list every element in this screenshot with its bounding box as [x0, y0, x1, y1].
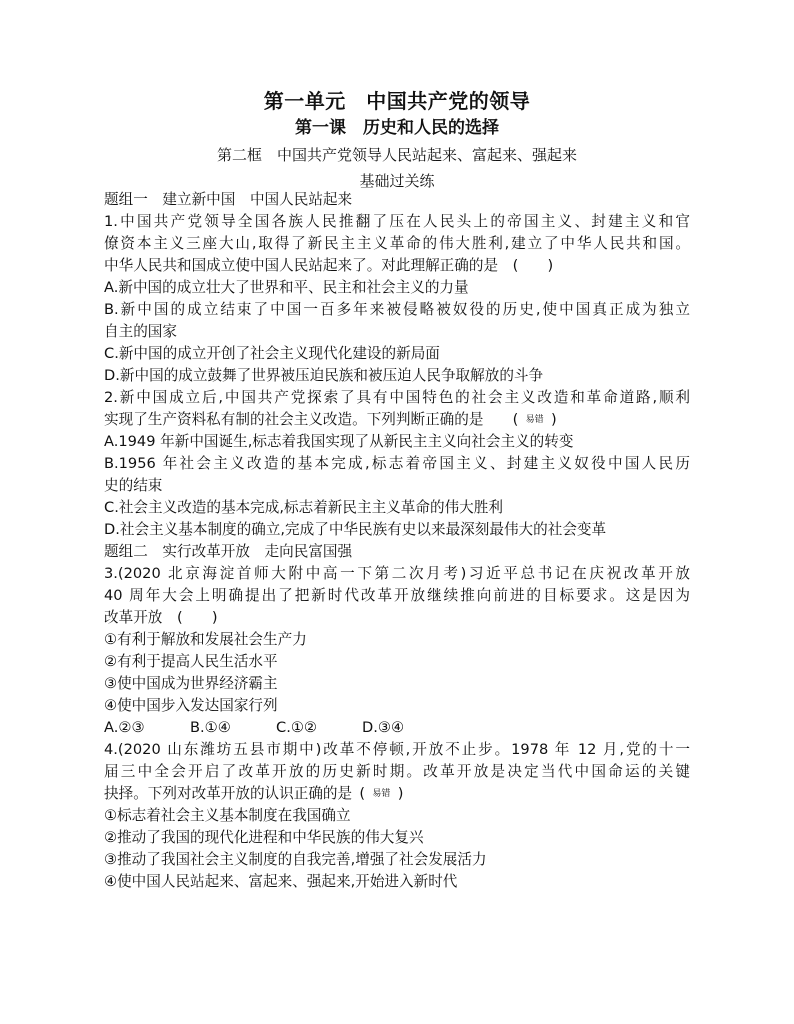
q2-option-d: D.社会主义基本制度的确立,完成了中华民族有史以来最深刻最伟大的社会变革	[104, 521, 607, 538]
q1-option-d: D.新中国的成立鼓舞了世界被压迫民族和被压迫人民争取解放的斗争	[104, 367, 544, 384]
title-block	[0, 88, 794, 192]
q3-item: ④使中国步入发达国家行列	[104, 697, 278, 714]
q2-option-b-cont: 史的结束	[104, 477, 163, 494]
q4-stem-line: 届三中全会开启了改革开放的历史新时期。改革开放是决定当代中国命运的关键	[104, 763, 690, 780]
q1-option-a: A.新中国的成立壮大了世界和平、民主和社会主义的力量	[104, 279, 469, 296]
group1-heading: 题组一 建立新中国 中国人民站起来	[104, 191, 353, 208]
q1-option-c: C.新中国的成立开创了社会主义现代化建设的新局面	[104, 345, 440, 362]
q3-choices	[104, 717, 690, 739]
q1-option-b: B.新中国的成立结束了中国一百多年来被侵略被奴役的历史,使中国真正成为独立	[104, 301, 690, 318]
group2-heading: 题组二 实行改革开放 走向民富国强	[104, 543, 353, 560]
q2-option-b: B.1956 年社会主义改造的基本完成,标志着帝国主义、封建主义奴役中国人民历	[104, 455, 690, 472]
practice-title: 基础过关练	[359, 172, 435, 190]
error-prone-badge: 易错	[372, 789, 391, 799]
q4-item: ②推动了我国的现代化进程和中华民族的伟大复兴	[104, 829, 424, 846]
unit-title: 第一单元 中国共产党的领导	[263, 89, 531, 113]
q4-item: ④使中国人民站起来、富起来、强起来,开始进入新时代	[104, 873, 458, 890]
q4-item: ③推动了我国社会主义制度的自我完善,增强了社会发展活力	[104, 851, 487, 868]
question-content	[104, 189, 690, 893]
lesson-title: 第一课 历史和人民的选择	[295, 118, 499, 138]
answer-bracket-close: )	[550, 411, 557, 428]
q1-stem-line: 中华人民共和国成立使中国人民站起来了。对此理解正确的是 ( )	[104, 257, 554, 274]
q2-option-a: A.1949 年新中国诞生,标志着我国实现了从新民主主义向社会主义的转变	[104, 433, 574, 450]
q3-stem-line: 3.(2020 北京海淀首师大附中高一下第二次月考)习近平总书记在庆祝改革开放	[104, 565, 690, 582]
q4-stem-text: 抉择。下列对改革开放的认识正确的是	[104, 785, 353, 802]
q3-item: ②有利于提高人民生活水平	[104, 653, 278, 670]
q2-stem-line	[104, 409, 690, 431]
q3-item: ③使中国成为世界经济霸主	[104, 675, 278, 692]
answer-bracket-open: (	[359, 785, 366, 802]
q1-stem-line: 僚资本主义三座大山,取得了新民主主义革命的伟大胜利,建立了中华人民共和国。	[104, 235, 690, 252]
q2-stem-line: 2.新中国成立后,中国共产党探索了具有中国特色的社会主义改造和革命道路,顺利	[104, 389, 690, 406]
section-title: 第二框 中国共产党领导人民站起来、富起来、强起来	[216, 146, 577, 164]
error-prone-badge: 易错	[525, 415, 544, 425]
q3-choice-a: A.②③	[104, 719, 145, 736]
q3-choice-d: D.③④	[362, 719, 405, 736]
q1-stem-line: 1.中国共产党领导全国各族人民推翻了压在人民头上的帝国主义、封建主义和官	[104, 213, 690, 230]
q4-stem-line	[104, 783, 690, 805]
q3-item: ①有利于解放和发展社会生产力	[104, 631, 307, 648]
q2-stem-text: 实现了生产资料私有制的社会主义改造。下列判断正确的是	[104, 411, 484, 428]
answer-bracket-close: )	[397, 785, 404, 802]
q4-item: ①标志着社会主义基本制度在我国确立	[104, 807, 351, 824]
q1-option-b-cont: 自主的国家	[104, 323, 177, 340]
q2-option-c: C.社会主义改造的基本完成,标志着新民主主义革命的伟大胜利	[104, 499, 503, 516]
answer-bracket-open: (	[512, 411, 519, 428]
q3-stem-line: 40 周年大会上明确提出了把新时代改革开放继续推向前进的目标要求。这是因为	[104, 587, 690, 604]
q4-stem-line: 4.(2020 山东潍坊五县市期中)改革不停顿,开放不止步。1978 年 12 月,党的十一	[104, 741, 690, 758]
q3-choice-c: C.①②	[276, 719, 317, 736]
q3-choice-b: B.①④	[190, 719, 231, 736]
q3-stem-line: 改革开放 ( )	[104, 609, 218, 626]
